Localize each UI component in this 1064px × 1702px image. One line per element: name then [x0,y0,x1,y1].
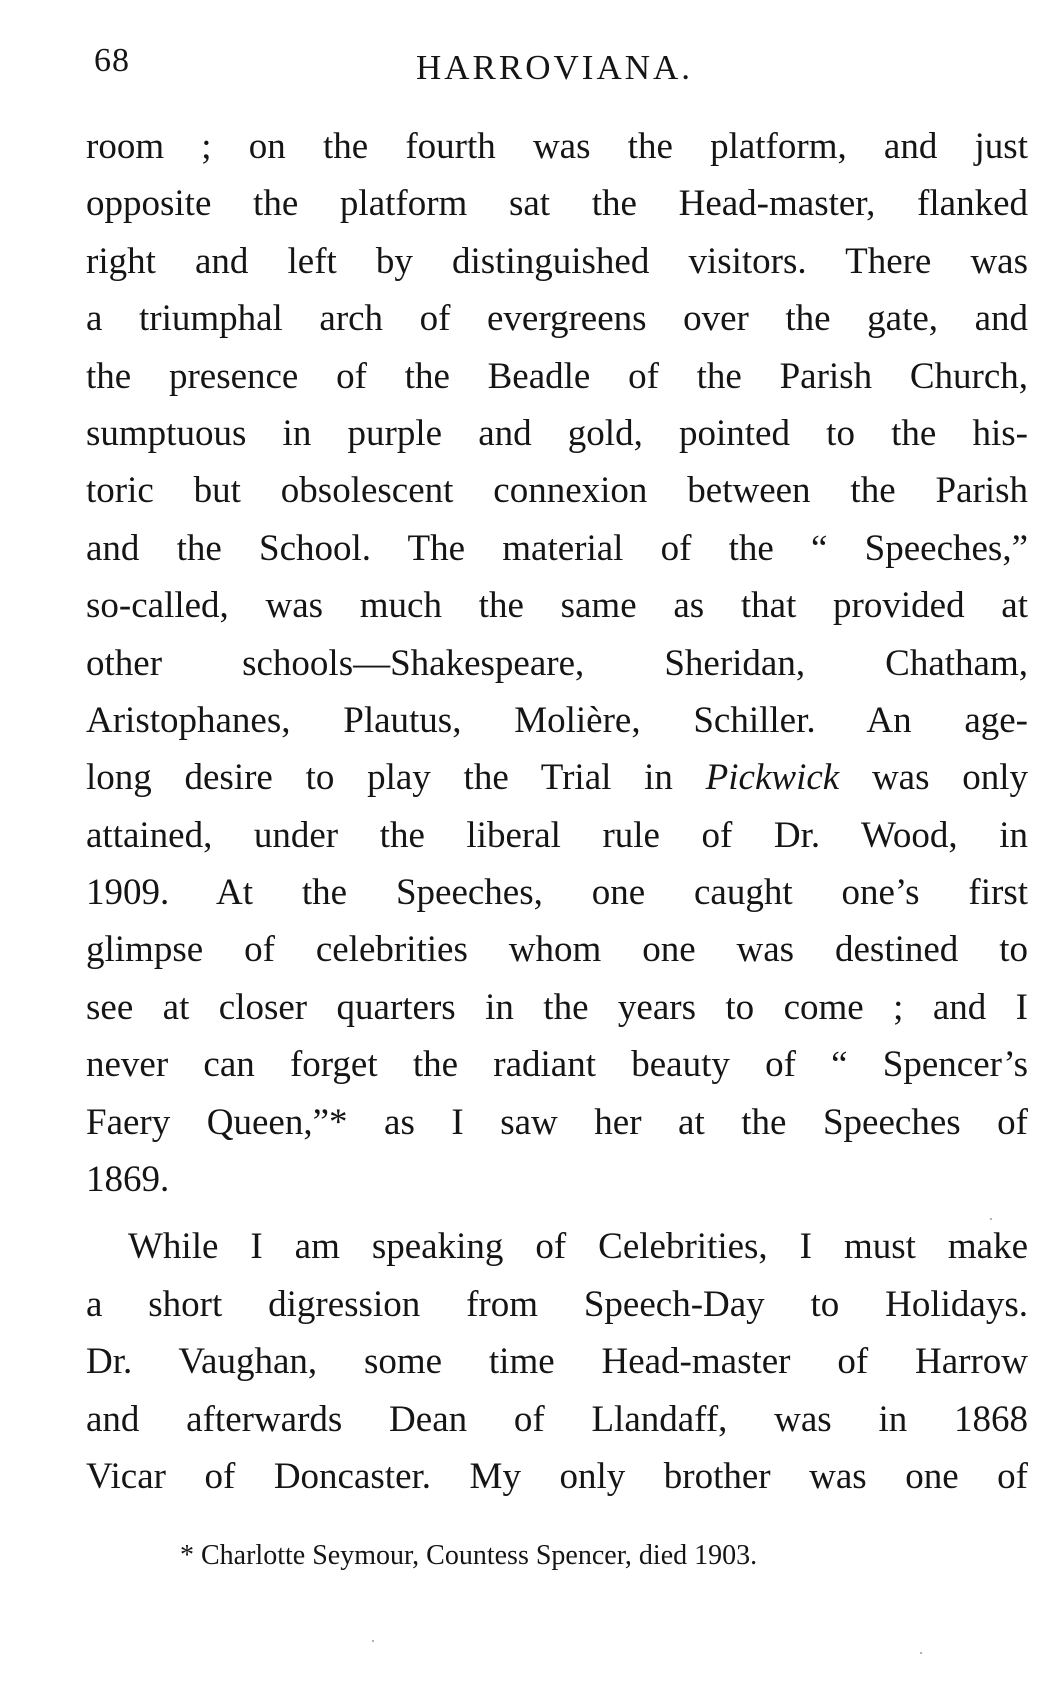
footnote: * Charlotte Seymour, Countess Spencer, died 1903. [180,1540,758,1571]
text-line: a triumphal arch of evergreens over the gate, and [86,298,1028,340]
page-number: 68 [94,42,130,79]
text-line: a short digression from Speech-Day to Holidays. [86,1283,1028,1325]
paper-speck [920,1652,922,1654]
text-line: Vicar of Doncaster. My only brother was one of [86,1455,1028,1497]
text-line: so-called, was much the same as that provided at [86,585,1028,627]
running-title: HARROVIANA. [416,48,694,87]
paper-speck [372,1640,374,1642]
text-line: the presence of the Beadle of the Parish Church, [86,355,1028,397]
page-header [94,42,1034,92]
text-line: and afterwards Dean of Llandaff, was in 1868 [86,1398,1028,1440]
text-line: Faery Queen,”* as I saw her at the Speeches of [86,1101,1028,1143]
text-line: and the School. The material of the “ Speeches,” [86,527,1028,569]
text-line: 1909. At the Speeches, one caught one’s first [86,872,1028,914]
text-line: attained, under the liberal rule of Dr. Wood, in [86,814,1028,856]
text-line: see at closer quarters in the years to come ; and I [86,986,1028,1028]
text-line: glimpse of celebrities whom one was destined to [86,929,1028,971]
paragraph-2 [86,1218,1028,1505]
text-line: never can forget the radiant beauty of “ Spencer’s [86,1044,1028,1086]
text-line: right and left by distinguished visitors. There was [86,240,1028,282]
text-line: sumptuous in purple and gold, pointed to the his- [86,412,1028,454]
text-line: other schools—Shakespeare, Sheridan, Chatham, [86,642,1028,684]
text-line: Dr. Vaughan, some time Head-master of Harrow [86,1341,1028,1383]
body-text [86,118,1028,1505]
text-line: Aristophanes, Plautus, Molière, Schiller. An age- [86,699,1028,741]
text-line: 1869. [86,1159,170,1201]
text-line: opposite the platform sat the Head-master, flanked [86,183,1028,225]
paragraph-1 [86,118,1028,1208]
text-line: room ; on the fourth was the platform, and just [86,126,1028,167]
paper-speck [990,1218,992,1220]
text-line-italic-title: long desire to play the Trial in Pickwick was only [86,757,1028,799]
paragraph-gap [86,1208,1028,1218]
text-line: While I am speaking of Celebrities, I must make [128,1226,1028,1268]
text-line: toric but obsolescent connexion between the Parish [86,470,1028,512]
